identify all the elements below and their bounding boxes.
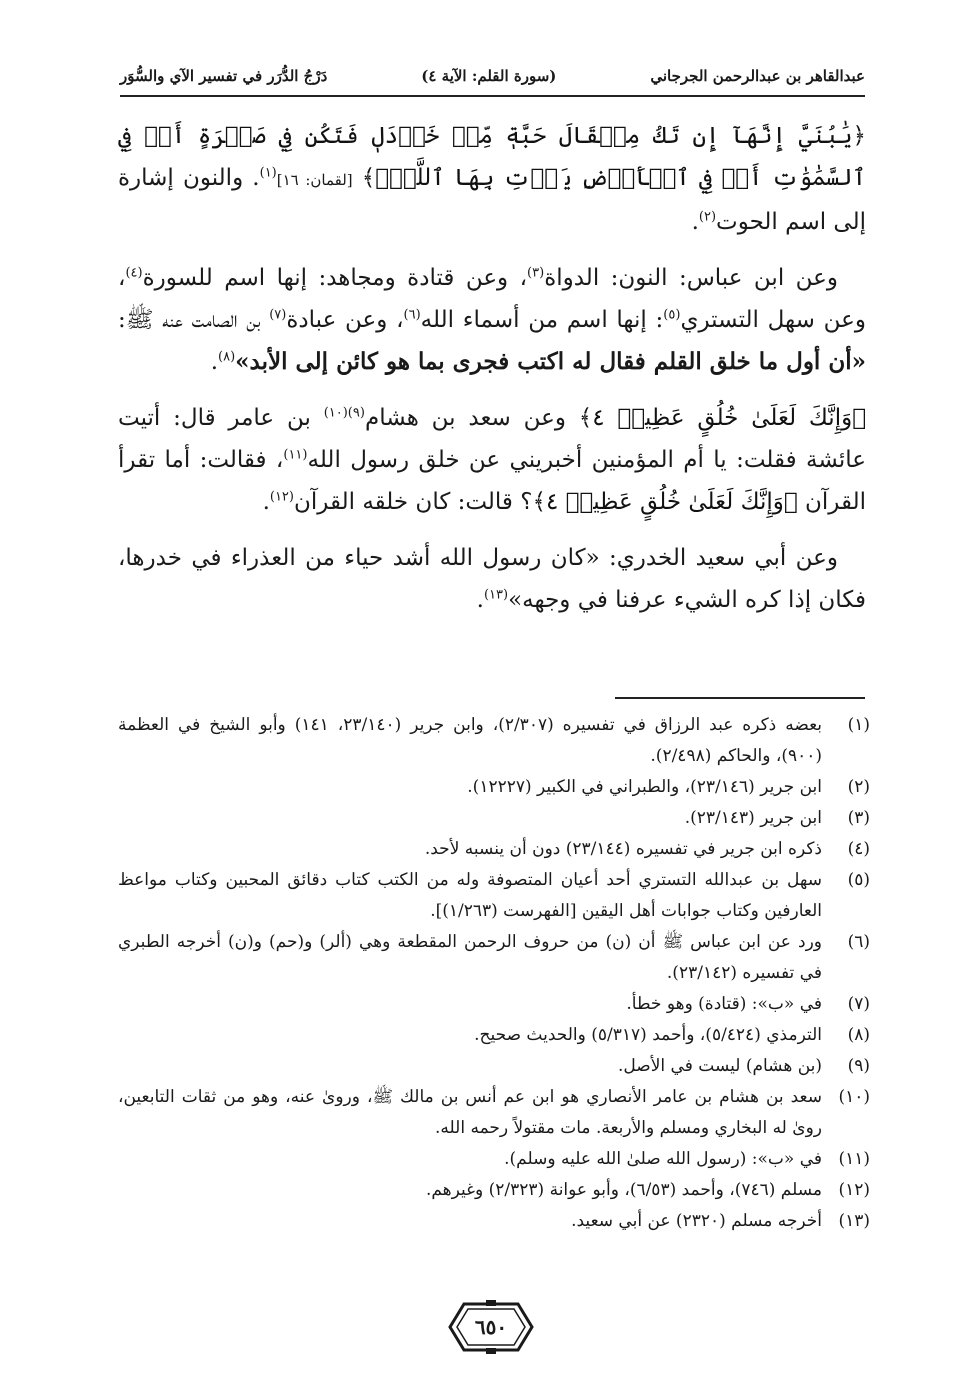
body-text: وعن ابن عباس: النون: الدواة — [544, 265, 838, 291]
footnote-number: (٦) — [847, 932, 870, 952]
footnote-item — [118, 989, 870, 1020]
footnote-item — [118, 1082, 870, 1144]
body-text: : إنها اسم من أسماء الله — [420, 307, 664, 333]
footnote-number: (٢) — [847, 777, 870, 797]
footnote-item — [118, 1020, 870, 1051]
footnote-text: في «ب»: (رسول الله صلىٰ الله عليه وسلم). — [504, 1149, 822, 1169]
body-text: . — [210, 349, 218, 375]
footnote-text: أخرجه مسلم (٢٣٢٠) عن أبي سعيد. — [571, 1211, 822, 1231]
footnote-text: مسلم (٧٤٦)، وأحمد (٦/٥٣)، وأبو عوانة (٢/٣٢٣) وغيرهم. — [425, 1180, 822, 1200]
footnote-ref: (٧) — [269, 307, 287, 323]
footnote-ref: (٨) — [218, 349, 236, 365]
footnote-item — [118, 865, 870, 927]
footnote-number: (٧) — [847, 994, 870, 1014]
footnote-text: (بن هشام) ليست في الأصل. — [618, 1056, 822, 1076]
paragraph-2 — [118, 257, 866, 383]
body-text: . — [476, 587, 484, 613]
footnote-item — [118, 1206, 870, 1237]
footnote-ref: (٩)(١٠) — [323, 405, 365, 421]
header-author: عبدالقاهر بن عبدالرحمن الجرجاني — [650, 67, 865, 85]
page-number-ornament — [448, 1300, 534, 1354]
page-number: ٦٥٠ — [474, 1315, 508, 1339]
footnote-number: (١١) — [838, 1149, 870, 1169]
footnote-text: سعد بن هشام بن عامر الأنصاري هو ابن عم أنس بن مالك ﷺ، وروىٰ عنه، وهو من ثقات التابعين، روىٰ له البخاري ومسلم والأربعة. مات مقتولاً رحمه الله. — [118, 1087, 822, 1138]
footnote-number: (٣) — [847, 808, 870, 828]
footnote-item — [118, 710, 870, 772]
footnote-item — [118, 803, 870, 834]
footnote-text: سهل بن عبدالله التستري أحد أعيان المتصوفة وله من الكتب كتاب دقائق المحبين وكتاب مواعظ العارفين وكتاب جوابات أهل اليقين [الفهرست (١/٢٦٣)]. — [118, 870, 822, 921]
body-text: . والنون إشارة إلى اسم الحوت — [118, 165, 866, 235]
footnote-ref: (١١) — [283, 447, 308, 463]
footnote-ref: (٤) — [125, 265, 143, 281]
footnote-text: ابن جرير (٢٣/١٤٦)، والطبراني في الكبير (١٢٢٢٧). — [467, 777, 822, 797]
verse-reference: [لقمان: ١٦] — [276, 171, 353, 189]
paragraph-1 — [118, 115, 866, 243]
body-text: ، وعن قتادة ومجاهد: إنها اسم للسورة — [142, 265, 528, 291]
footnote-ref: (٢) — [698, 209, 717, 225]
footnote-item — [118, 1144, 870, 1175]
footnote-ref: (١٢) — [269, 489, 294, 505]
quran-verse: ﴿يَٰبُنَيَّ إِنَّهَآ إِن تَكُ مِثۡقَالَ حَبَّةٖ مِّنۡ خَرۡدَلٖ فَتَكُن فِي صَخۡرَةٍ أَوۡ فِي ٱلسَّمَٰوَٰتِ أَوۡ فِي ٱلۡأَرۡضِ يَأۡتِ بِهَا ٱللَّهُۚ﴾ — [118, 123, 866, 191]
footnote-number: (١) — [847, 715, 870, 735]
footnote-text: في «ب»: (قتادة) وهو خطأ. — [626, 994, 822, 1014]
body-text: ؟ قالت: كان خلقه القرآن — [294, 489, 533, 515]
body-text: بن عامر قال: أتيت عائشة فقلت: يا أم المؤمنين أخبريني عن خلق رسول الله — [118, 405, 867, 473]
body-text: بن الصامت عنه ﷺ: — [118, 307, 270, 333]
footnote-text: الترمذي (٥/٤٢٤)، وأحمد (٥/٣١٧) والحديث صحيح. — [474, 1025, 822, 1045]
footnote-item — [118, 1051, 870, 1082]
footnote-number: (١٢) — [838, 1180, 870, 1200]
footnote-item — [118, 927, 870, 989]
header-surah: (سورة القلم: الآية ٤) — [421, 67, 557, 85]
body-text: . — [262, 489, 270, 515]
paragraph-4 — [118, 537, 866, 621]
footnote-number: (٨) — [847, 1025, 870, 1045]
footnote-divider — [615, 697, 865, 699]
footnote-item — [118, 834, 870, 865]
footnote-ref: (٦) — [403, 307, 421, 323]
footnote-ref: (١) — [259, 165, 277, 181]
paragraph-3 — [118, 397, 866, 523]
footnote-text: ذكره ابن جرير في تفسيره (٢٣/١٤٤) دون أن ينسبه لأحد. — [424, 839, 822, 859]
body-text: ، فقالت: أما تقرأ القرآن — [118, 447, 866, 515]
footnote-number: (٥) — [847, 870, 870, 890]
body-text: ، وعن سهل التستري — [118, 265, 866, 333]
body-text: . — [691, 209, 699, 235]
footnote-number: (٤) — [847, 839, 870, 859]
footnote-ref: (١٣) — [483, 587, 509, 603]
body-text: ، وعن عبادة — [286, 307, 404, 333]
footnote-ref: (٣) — [527, 265, 545, 281]
footnote-ref: (٥) — [663, 307, 681, 323]
header-book-title: دَرْجُ الدُّرَر في تفسير الآي والسُّوَر — [120, 67, 328, 85]
running-header — [120, 56, 865, 96]
footnote-item — [118, 1175, 870, 1206]
footnote-number: (١٠) — [838, 1087, 870, 1107]
quran-verse: ﴿وَإِنَّكَ لَعَلَىٰ خُلُقٍ عَظِيمٖ ٤﴾ — [578, 405, 866, 431]
header-divider — [120, 95, 865, 97]
main-text — [118, 115, 866, 635]
body-text: وعن سعد بن هشام — [364, 405, 579, 431]
hadith-quote: «أن أول ما خلق القلم فقال له اكتب فجرى بما هو كائن إلى الأبد» — [235, 348, 866, 375]
footnote-item — [118, 772, 870, 803]
footnote-text: بعضه ذكره عبد الرزاق في تفسيره (٢/٣٠٧)، وابن جرير (٢٣/١٤٠، ١٤١) وأبو الشيخ في العظمة (٩٠٠)، والحاكم (٢/٤٩٨). — [118, 715, 823, 766]
body-text: وعن أبي سعيد الخدري: «كان رسول الله أشد حياء من العذراء في خدرها، فكان إذا كره الشيء عرفنا في وجهه» — [118, 545, 866, 613]
footnote-text: ابن جرير (٢٣/١٤٣). — [684, 808, 822, 828]
footnote-number: (١٣) — [838, 1211, 870, 1231]
footnote-number: (٩) — [847, 1056, 870, 1076]
quran-verse: ﴿وَإِنَّكَ لَعَلَىٰ خُلُقٍ عَظِيمٖ ٤﴾ — [532, 489, 798, 515]
footnote-text: ورد عن ابن عباس ﷺ أن (ن) من حروف الرحمن المقطعة وهي (ألر) و(حم) و(ن) أخرجه الطبري في تفسيره (٢٣/١٤٢). — [118, 932, 822, 983]
footnotes-list — [118, 710, 870, 1237]
